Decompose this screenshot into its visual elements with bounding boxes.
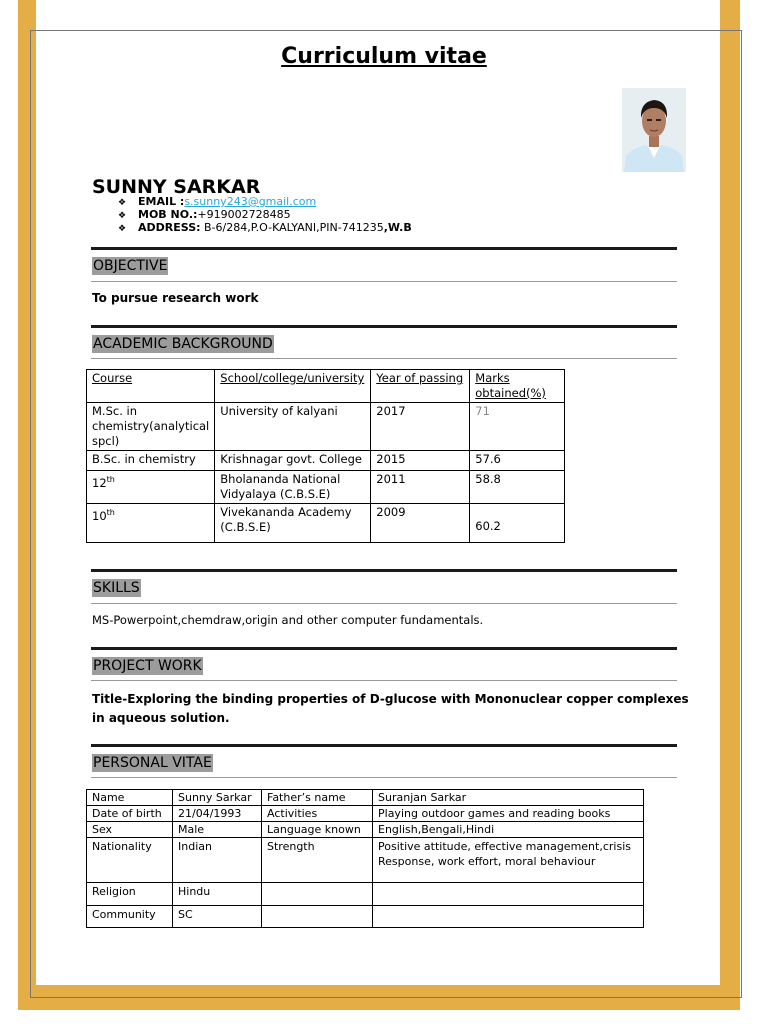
section-rule	[91, 680, 677, 681]
table-cell	[262, 906, 373, 928]
contact-address-row	[118, 222, 412, 235]
table-cell: Hindu	[173, 883, 262, 906]
project-line: in aqueous solution.	[92, 711, 230, 725]
mob-value: +919002728485	[197, 208, 291, 221]
section-rule	[91, 777, 677, 778]
table-cell: Positive attitude, effective management,crisis Response, work effort, moral behaviour	[373, 838, 644, 883]
table-cell	[87, 471, 215, 504]
table-cell	[87, 504, 215, 543]
table-cell: M.Sc. in chemistry(analytical spcl)	[87, 403, 215, 451]
table-cell: 2011	[371, 471, 470, 504]
section-rule	[91, 358, 677, 359]
personal-heading: PERSONAL VITAE	[93, 755, 212, 771]
table-cell: Name	[87, 790, 173, 806]
table-cell: Vivekananda Academy (C.B.S.E)	[215, 504, 371, 543]
course-suffix: th	[106, 508, 115, 517]
table-row	[87, 906, 644, 928]
table-row	[87, 806, 644, 822]
academic-heading: ACADEMIC BACKGROUND	[93, 336, 273, 352]
table-cell: 2009	[371, 504, 470, 543]
table-cell: 71	[470, 403, 565, 451]
table-cell: Suranjan Sarkar	[373, 790, 644, 806]
table-cell: Date of birth	[87, 806, 173, 822]
table-cell: Krishnagar govt. College	[215, 451, 371, 471]
contact-list	[118, 196, 412, 235]
section-rule	[91, 744, 677, 747]
section-rule	[91, 247, 677, 250]
personal-table	[86, 789, 644, 928]
table-cell: Religion	[87, 883, 173, 906]
table-cell: 58.8	[470, 471, 565, 504]
table-cell: Language known	[262, 822, 373, 838]
table-cell: 2015	[371, 451, 470, 471]
candidate-name: SUNNY SARKAR	[92, 176, 261, 198]
diamond-bullet-icon: ❖	[118, 211, 127, 221]
skills-text: MS-Powerpoint,chemdraw,origin and other computer fundamentals.	[92, 613, 484, 627]
section-rule	[91, 603, 677, 604]
email-link[interactable]: s.sunny243@gmail.com	[184, 195, 317, 208]
mob-label: MOB NO.:	[138, 208, 198, 221]
course-number: 12	[92, 475, 107, 490]
project-text	[92, 690, 689, 728]
table-cell: B.Sc. in chemistry	[87, 451, 215, 471]
table-cell: Bholananda National Vidyalaya (C.B.S.E)	[215, 471, 371, 504]
email-label: EMAIL :	[138, 195, 185, 208]
course-number: 10	[92, 508, 107, 523]
diamond-bullet-icon: ❖	[118, 224, 127, 234]
table-cell: Strength	[262, 838, 373, 883]
objective-text: To pursue research work	[92, 291, 259, 305]
table-cell: Male	[173, 822, 262, 838]
profile-photo	[622, 88, 686, 172]
table-cell: Father’s name	[262, 790, 373, 806]
table-cell: 2017	[371, 403, 470, 451]
section-rule	[91, 647, 677, 650]
skills-heading: SKILLS	[93, 580, 140, 596]
section-rule	[91, 281, 677, 282]
table-cell: 21/04/1993	[173, 806, 262, 822]
table-row	[87, 790, 644, 806]
person-photo-icon	[622, 88, 686, 172]
objective-heading: OBJECTIVE	[93, 258, 168, 274]
table-cell: Community	[87, 906, 173, 928]
table-row	[87, 822, 644, 838]
table-cell: Activities	[262, 806, 373, 822]
table-row	[87, 838, 644, 883]
course-suffix: th	[106, 475, 115, 484]
table-row	[87, 471, 565, 504]
address-value: B-6/284,P.O-KALYANI,PIN-741235	[204, 221, 384, 234]
table-cell: SC	[173, 906, 262, 928]
project-heading: PROJECT WORK	[93, 658, 202, 674]
table-header-cell: Marks obtained(%)	[470, 370, 565, 403]
table-cell: 60.2	[470, 504, 565, 543]
diamond-bullet-icon: ❖	[118, 198, 127, 208]
address-suffix: ,W.B	[383, 221, 412, 234]
table-cell	[373, 906, 644, 928]
address-label: ADDRESS:	[138, 221, 201, 234]
table-cell: University of kalyani	[215, 403, 371, 451]
table-header-cell: Course	[87, 370, 215, 403]
table-row	[87, 504, 565, 543]
section-rule	[91, 325, 677, 328]
table-cell	[262, 883, 373, 906]
table-row	[87, 883, 644, 906]
table-cell: Playing outdoor games and reading books	[373, 806, 644, 822]
table-header-cell: School/college/university	[215, 370, 371, 403]
table-cell: Nationality	[87, 838, 173, 883]
table-header-cell: Year of passing	[371, 370, 470, 403]
section-rule	[91, 569, 677, 572]
document-title: Curriculum vitae	[281, 44, 487, 69]
table-cell	[373, 883, 644, 906]
table-cell: Sunny Sarkar	[173, 790, 262, 806]
academic-table	[86, 369, 565, 543]
table-row	[87, 403, 565, 451]
table-row	[87, 451, 565, 471]
table-cell: 57.6	[470, 451, 565, 471]
table-cell: Indian	[173, 838, 262, 883]
table-header-row	[87, 370, 565, 403]
table-cell: Sex	[87, 822, 173, 838]
project-line: Title-Exploring the binding properties of D-glucose with Mononuclear copper complexes	[92, 692, 689, 706]
table-cell: English,Bengali,Hindi	[373, 822, 644, 838]
